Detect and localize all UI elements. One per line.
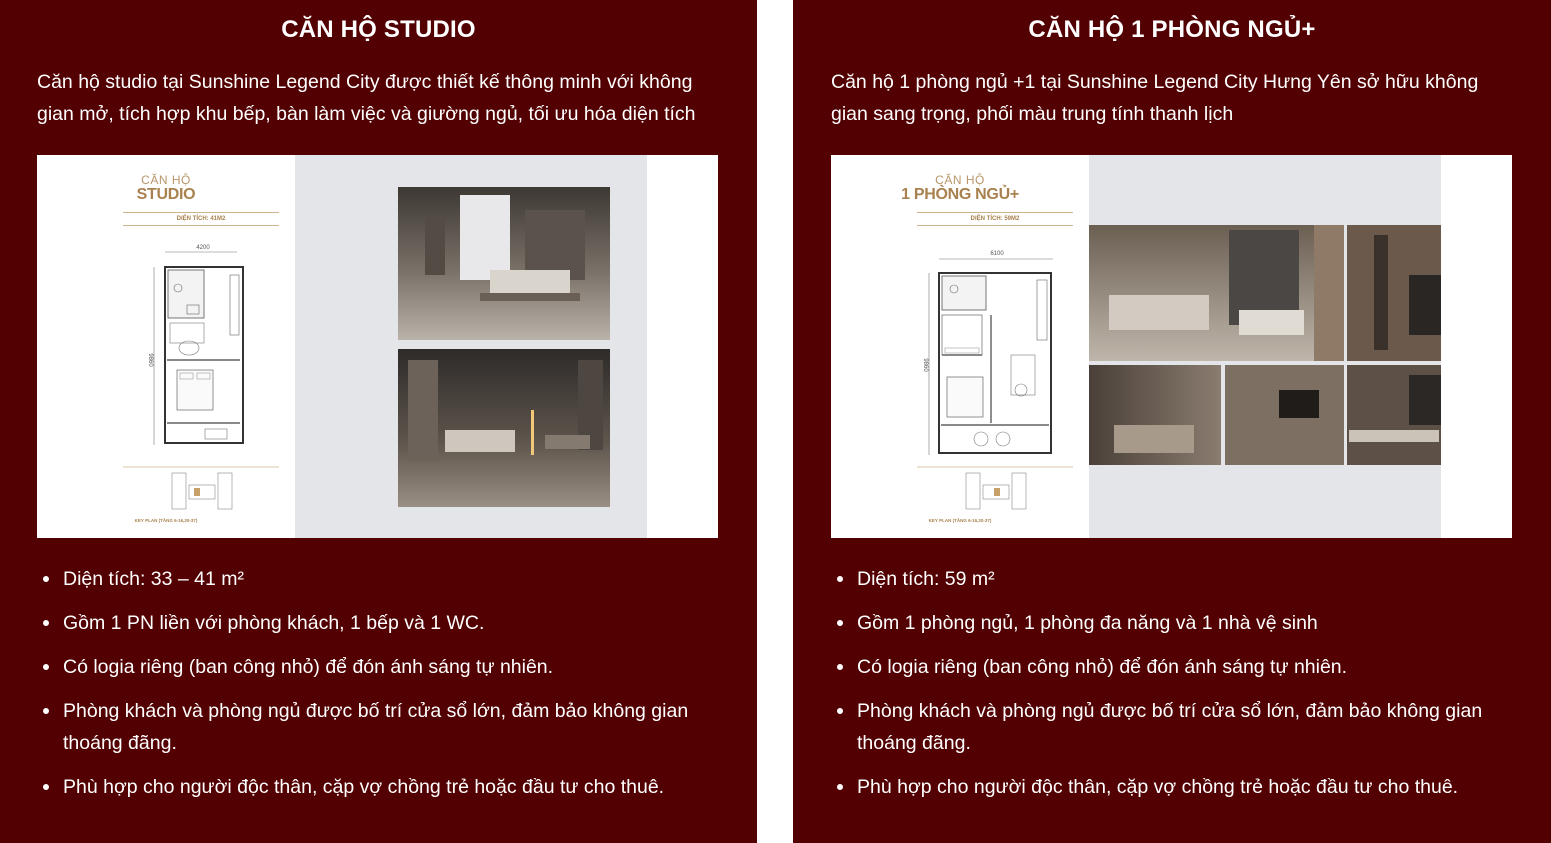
feature-item: Phù hợp cho người độc thân, cặp vợ chồng trẻ hoặc đầu tư cho thuê. (37, 771, 721, 803)
floor-plan-panel (831, 155, 1089, 538)
floor-plan-image (37, 155, 718, 538)
keyplan-label: KEY PLAN (TẦNG 6-16,20-37) (928, 518, 992, 523)
feature-item: Phù hợp cho người độc thân, cặp vợ chồng trẻ hoặc đầu tư cho thuê. (831, 771, 1515, 803)
interior-photos (1089, 155, 1441, 538)
plan-width-dim: 4200 (196, 245, 210, 251)
feature-list (831, 563, 1515, 815)
card-description: Căn hộ 1 phòng ngủ +1 tại Sunshine Legend City Hưng Yên sở hữu không gian sang trọng, phối màu trung tính thanh lịch (831, 71, 1479, 125)
plan-height-dim: 9860 (922, 358, 928, 372)
feature-item: Diện tích: 33 – 41 m² (37, 563, 721, 595)
keyplan-label: KEY PLAN (TẦNG 6-16,20-37) (134, 518, 198, 523)
floor-plan-drawing (831, 155, 1089, 538)
feature-item: Có logia riêng (ban công nhỏ) để đón ánh sáng tự nhiên. (37, 651, 721, 683)
card-description: Căn hộ studio tại Sunshine Legend City được thiết kế thông minh với không gian mở, tích hợp khu bếp, bàn làm việc và giường ngủ, tối ưu hóa diện tích (37, 71, 696, 125)
image-brand-bottom: STUDIO (136, 186, 196, 203)
floor-plan-image (831, 155, 1512, 538)
apartment-card-studio (0, 0, 757, 843)
image-area-label: DIỆN TÍCH: 41M2 (123, 212, 279, 226)
floor-plan-drawing (37, 155, 295, 538)
image-area-label: DIỆN TÍCH: 59M2 (917, 212, 1073, 226)
floor-plan-panel (37, 155, 295, 538)
interior-photo-panel (295, 155, 647, 538)
feature-item: Gồm 1 phòng ngủ, 1 phòng đa năng và 1 nhà vệ sinh (831, 607, 1515, 639)
image-brand-top: CĂN HỘ (141, 173, 191, 187)
interior-photos (295, 155, 647, 538)
feature-item: Phòng khách và phòng ngủ được bố trí cửa sổ lớn, đảm bảo không gian thoáng đãng. (831, 695, 1515, 759)
card-title: CĂN HỘ STUDIO (281, 16, 476, 43)
feature-item: Gồm 1 PN liền với phòng khách, 1 bếp và 1 WC. (37, 607, 721, 639)
plan-width-dim: 6100 (990, 251, 1004, 257)
feature-item: Có logia riêng (ban công nhỏ) để đón ánh sáng tự nhiên. (831, 651, 1515, 683)
feature-list (37, 563, 721, 815)
feature-item: Diện tích: 59 m² (831, 563, 1515, 595)
image-brand-top: CĂN HỘ (935, 173, 985, 187)
feature-item: Phòng khách và phòng ngủ được bố trí cửa sổ lớn, đảm bảo không gian thoáng đãng. (37, 695, 721, 759)
card-title: CĂN HỘ 1 PHÒNG NGỦ+ (1028, 16, 1316, 43)
image-brand-bottom: 1 PHÒNG NGỦ+ (901, 186, 1019, 203)
plan-height-dim: 9860 (147, 353, 153, 367)
interior-photo-panel (1089, 155, 1441, 538)
apartment-card-1-bedroom-plus (793, 0, 1551, 843)
